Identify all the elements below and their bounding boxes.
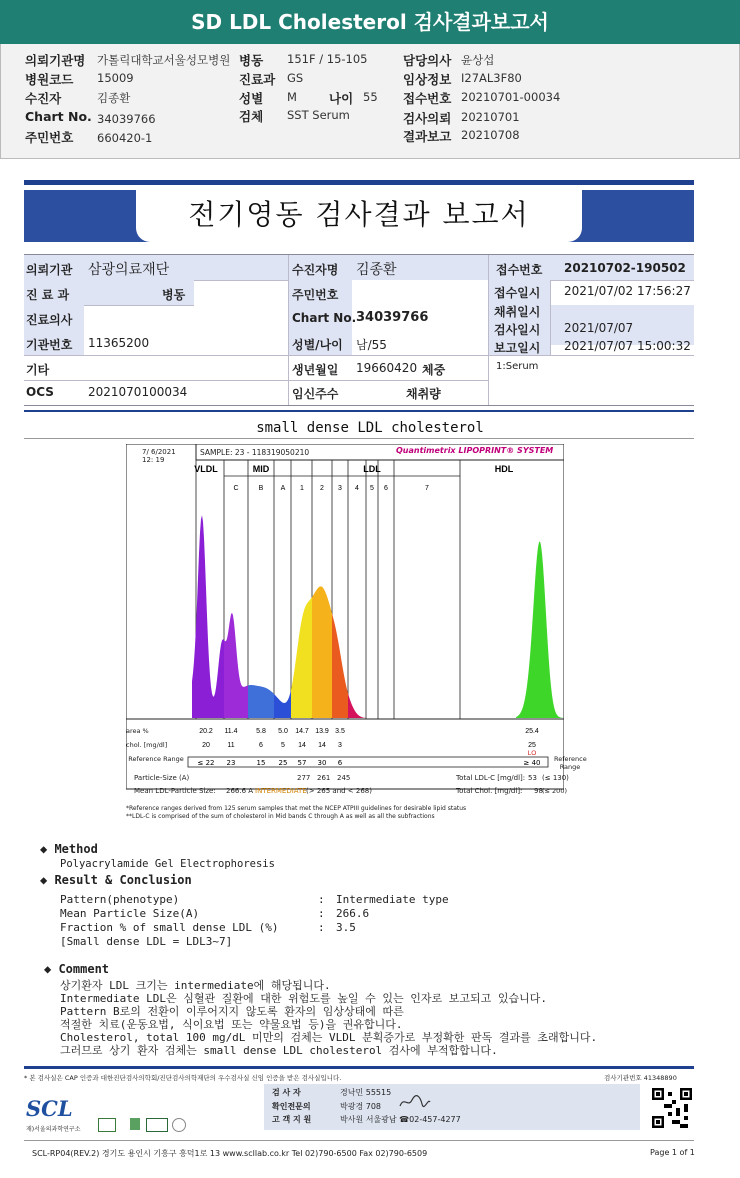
result-value-3: 3.5 (336, 921, 356, 934)
chol-1: 11 (227, 742, 235, 749)
reference-0: ≤ 22 (197, 759, 215, 767)
request-value: 20210701 (461, 110, 520, 124)
method-heading: ◆ Method (40, 842, 98, 856)
area-pct-7: 25.4 (525, 728, 539, 735)
group-label-mid: MID (252, 464, 270, 474)
particle-size-label: Particle-Size (A) (134, 774, 190, 782)
result-note: [Small dense LDL = LDL3~7] (60, 935, 233, 948)
patient-label: 수진자 (25, 91, 62, 106)
band-label-C: C (233, 485, 239, 492)
clinical-label: 임상정보 (403, 72, 452, 87)
scl-logo: SCL (26, 1096, 73, 1121)
tester-label: 검 사 자 (272, 1088, 301, 1097)
mean-ldl-value: 266.6 A (226, 787, 254, 795)
comment-heading-text: Comment (58, 962, 110, 976)
comment-line-2: Intermediate LDL은 심혈관 질환에 대한 위험도를 높일 수 있는 인자로 보고되고 있습니다. (60, 992, 547, 1005)
top-rule (24, 180, 694, 185)
result-value-1: Intermediate type (336, 893, 449, 906)
receipt-no-value: 20210702-190502 (564, 261, 686, 275)
reference-3: 25 (278, 759, 288, 767)
pregnancy-label: 임신주수 (292, 387, 339, 401)
sex-label: 성별 (239, 91, 264, 106)
mean-ldl-label: Mean LDL-Particle Size: (134, 787, 216, 795)
request-label: 검사의뢰 (403, 111, 452, 126)
report-heading: 전기영동 검사결과 보고서 (136, 190, 582, 242)
patient-header (0, 44, 740, 159)
chart-time: 12: 19 (142, 456, 165, 464)
org-no: 검사기관번호 41348890 (604, 1074, 677, 1082)
org-no-value: 11365200 (88, 336, 150, 350)
report-date-label: 보고일시 (494, 341, 541, 355)
ema-badge-icon (146, 1118, 168, 1132)
patient-label-2: 수진자명 (292, 263, 339, 277)
mean-ldl-type: INTERMEDIATE (255, 787, 307, 795)
report-value: 20210708 (461, 128, 520, 142)
chart-date: 7/ 6/2021 (142, 448, 176, 456)
chart-label-2: Chart No. (292, 311, 357, 325)
comment-line-5: Cholesterol, total 100 mg/dL 미만의 검체는 VLDL 분획증가로 부정확한 판독 결과를 초래합니다. (60, 1031, 598, 1044)
hdl-flag: LO (527, 750, 537, 757)
band-label-A: A (280, 485, 286, 492)
bottom-rule (24, 1140, 694, 1141)
total-chol-ref: (≤ 200) (542, 787, 567, 795)
hospcode-value: 15009 (97, 71, 134, 85)
row-label-area: area % (126, 727, 149, 735)
chart-panel (126, 444, 587, 824)
footer-address: SCL-RP04(REV.2) 경기도 용인시 기흥구 흥덕1로 13 www.scllab.co.kr Tel 02)790-6500 Fax 02)790-6509 (32, 1149, 428, 1158)
confirm-label: 확인전문의 (272, 1102, 311, 1111)
patient-value: 김종환 (97, 91, 131, 105)
result-colon-2: : (318, 907, 325, 920)
specimen-label: 검체 (239, 109, 264, 124)
chart-label: Chart No. (25, 109, 92, 124)
weight-label: 체중 (422, 363, 446, 377)
sexage-value: 남/55 (356, 338, 387, 352)
particle-size-3: 245 (337, 774, 351, 782)
doctor-signature (398, 1094, 432, 1110)
reference-1: 23 (226, 759, 236, 767)
reference-6: 6 (337, 759, 343, 767)
report-title-bar (24, 190, 694, 242)
total-chol-label: Total Chol. [mg/dl]: (456, 787, 523, 795)
result-colon-3: : (318, 921, 325, 934)
page-number: Page 1 of 1 (650, 1148, 695, 1157)
etc-label: 기타 (26, 363, 50, 377)
total-chol-value: 98 (534, 787, 543, 795)
cert-badge-icon (130, 1118, 140, 1130)
collect-label: 채취량 (406, 387, 441, 401)
band-label-1: 1 (300, 485, 304, 492)
report-label: 결과보고 (403, 129, 452, 144)
reference-2: 15 (256, 759, 266, 767)
tester-value: 경낙민 55515 (340, 1088, 392, 1097)
chart-brand: Quantimetrix LIPOPRINT® SYSTEM (396, 446, 554, 455)
area-pct-6: 3.5 (335, 728, 345, 735)
comment-line-6: 그러므로 상기 환자 검체는 small dense LDL cholesterol 검사에 부적합합니다. (60, 1044, 498, 1057)
group-label-hdl: HDL (494, 464, 514, 474)
page-title: SD LDL Cholesterol 검사결과보고서 (0, 0, 740, 44)
result-heading: ◆ Result & Conclusion (40, 873, 192, 887)
chol-2: 6 (259, 742, 263, 749)
chart-note-2: **LDL-C is comprised of the sum of cholesterol in Mid bands C through A as well as all the subfractions (126, 813, 435, 820)
row-label-ref-right: Reference Range (554, 755, 587, 771)
info-grid (24, 254, 694, 406)
area-pct-5: 13.9 (315, 728, 329, 735)
id-label-2: 주민번호 (292, 288, 339, 302)
footer-rule (24, 1066, 694, 1069)
contact-value: 박사원 서울광남 ☎02-457-4277 (340, 1115, 461, 1124)
mid-rule (24, 410, 694, 412)
area-pct-1: 11.4 (224, 728, 238, 735)
mean-ldl-range: (> 265 and < 268) (306, 787, 372, 795)
row-label-chol: chol. [mg/dl] (126, 741, 168, 749)
test-date-value: 2021/07/07 (564, 321, 634, 335)
dept-label: 진료과 (239, 72, 276, 87)
reference-7: ≥ 40 (523, 759, 541, 767)
cert-notice: * 본 검사실은 CAP 인증과 대한진단검사의학회/진단검사의학재단의 우수검사실 신임 인증을 받은 검사실입니다. (24, 1074, 342, 1082)
specimen-value: SST Serum (287, 108, 350, 122)
id-label: 주민번호 (25, 130, 74, 145)
cap-badge-icon (98, 1118, 116, 1132)
chart-sample: SAMPLE: 23 - 118319050210 (200, 448, 310, 457)
dept-value: GS (287, 71, 304, 85)
comment-line-4: 적절한 치료(운동요법, 식이요법 또는 약물요법 등)을 권유합니다. (60, 1018, 403, 1031)
test-date-label: 검사일시 (494, 323, 541, 337)
doctor-value: 윤상섭 (461, 53, 495, 67)
birth-label: 생년월일 (292, 363, 339, 377)
method-heading-text: Method (54, 842, 98, 856)
result-heading-text: Result & Conclusion (54, 873, 192, 887)
chart-note-1: *Reference ranges derived from 125 serum samples that met the NCEP ATPIII guidelines for desirable lipid status (126, 805, 467, 812)
area-pct-2: 5.8 (256, 728, 266, 735)
band-label-2: 2 (320, 485, 324, 492)
chol-0: 20 (202, 742, 210, 749)
sex-value: M (287, 90, 297, 104)
receipt-date-value: 2021/07/02 17:56:27 (564, 284, 691, 298)
method-text: Polyacrylamide Gel Electrophoresis (60, 858, 275, 870)
contact-label: 고 객 지 원 (272, 1115, 312, 1124)
birth-value: 19660420 (356, 361, 418, 375)
seal-badge-icon (172, 1118, 186, 1132)
hospcode-label: 병원코드 (25, 72, 74, 87)
band-label-B: B (258, 485, 264, 492)
profile-fill-5 (312, 586, 332, 718)
patient-value-2: 김종환 (356, 262, 397, 278)
band-label-4: 4 (355, 485, 359, 492)
receipt-value: 20210701-00034 (461, 90, 561, 104)
reference-4: 57 (297, 759, 307, 767)
req-org-label: 의뢰기관 (26, 263, 73, 277)
comment-heading: ◆ Comment (44, 962, 110, 976)
chol-6: 3 (338, 742, 342, 749)
clinical-value: I27AL3F80 (461, 71, 522, 85)
lipoprint-chart (126, 444, 564, 824)
result-label-2: Mean Particle Size(A) (60, 907, 200, 920)
doctor-label-2: 진료의사 (26, 313, 73, 327)
comment-line-3: Pattern B로의 전환이 이루어지지 않도록 환자의 임상상태에 따른 (60, 1005, 404, 1018)
collect-date-label: 채취일시 (494, 305, 541, 319)
receipt-no-label: 접수번호 (496, 263, 543, 277)
chol-3: 5 (281, 742, 285, 749)
group-label-ldl: LDL (363, 464, 381, 474)
ocs-label: OCS (26, 385, 54, 399)
chart-plot-border (126, 444, 564, 719)
reference-5: 30 (317, 759, 327, 767)
band-label-5: 5 (370, 485, 374, 492)
req-org-value: 삼광의료재단 (88, 262, 170, 278)
chart-title-rule (24, 438, 694, 439)
particle-size-2: 261 (317, 774, 331, 782)
age-value: 55 (363, 90, 378, 104)
specimen-value-2: 1:Serum (496, 361, 539, 372)
group-label-vldl: VLDL (194, 464, 218, 474)
ward-value: 151F / 15-105 (287, 52, 368, 66)
particle-size-1: 277 (297, 774, 311, 782)
ocs-value: 2021070100034 (88, 385, 188, 399)
qr-code-icon (652, 1088, 692, 1128)
doctor-label: 담당의사 (403, 53, 452, 68)
id-value: 660420-1 (97, 131, 153, 145)
band-label-6: 6 (384, 485, 388, 492)
band-label-3: 3 (338, 485, 342, 492)
org-no-label: 기관번호 (26, 338, 73, 352)
chol-7: 25 (528, 742, 536, 749)
report-date-value: 2021/07/07 15:00:32 (564, 339, 691, 353)
chart-title: small dense LDL cholesterol (256, 420, 484, 436)
result-value-2: 266.6 (336, 907, 370, 920)
scl-logo-sub: 재)서울의과학연구소 (26, 1126, 81, 1133)
result-label-1: Pattern(phenotype) (60, 893, 180, 906)
age-label: 나이 (329, 91, 354, 106)
ward-label-2: 병동 (162, 288, 186, 302)
area-pct-3: 5.0 (278, 728, 288, 735)
comment-line-1: 상기환자 LDL 크기는 intermediate에 해당됩니다. (60, 979, 331, 992)
receipt-label: 접수번호 (403, 91, 452, 106)
chart-value-2: 34039766 (356, 310, 429, 325)
dept-label-2: 진 료 과 (26, 288, 70, 302)
row-label-ref: Reference Range (128, 755, 184, 763)
institution-value: 가톨릭대학교서울성모병원 (97, 53, 231, 67)
total-ldl-ref: (≤ 130) (542, 774, 569, 782)
ward-label: 병동 (239, 53, 264, 68)
total-ldl-value: 53 (528, 774, 537, 782)
result-colon-1: : (318, 893, 325, 906)
area-pct-4: 14.7 (295, 728, 309, 735)
receipt-date-label: 접수일시 (494, 286, 541, 300)
area-pct-0: 20.2 (199, 728, 213, 735)
total-ldl-label: Total LDL-C [mg/dl]: (456, 774, 526, 782)
institution-label: 의뢰기관명 (25, 53, 86, 68)
band-label-7: 7 (425, 485, 429, 492)
chol-5: 14 (318, 742, 326, 749)
result-label-3: Fraction % of small dense LDL (%) (60, 921, 279, 934)
chol-4: 14 (298, 742, 306, 749)
sexage-label: 성별/나이 (292, 338, 343, 352)
chart-value: 34039766 (97, 112, 156, 126)
confirm-value: 박광경 708 (340, 1102, 381, 1111)
